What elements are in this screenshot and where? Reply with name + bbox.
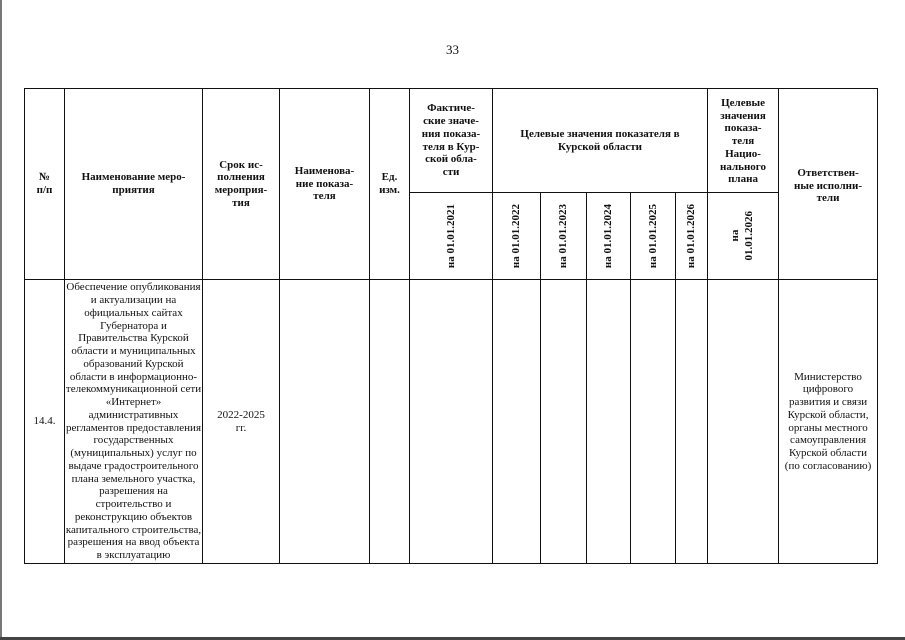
header-date-2022: на 01.01.2022 <box>493 193 541 280</box>
header-date-2023: на 01.01.2023 <box>541 193 587 280</box>
header-term: Срок ис- полнения мероприя- тия <box>203 89 280 280</box>
row-responsible: Министерство цифрового развития и связи Курской области, органы местного самоуправления Курской области (по согласованию) <box>779 280 878 564</box>
scan-edge <box>0 0 2 640</box>
header-responsible: Ответствен- ные исполни- тели <box>779 89 878 280</box>
row-target-2025 <box>631 280 676 564</box>
row-unit <box>370 280 410 564</box>
row-indicator-name <box>280 280 370 564</box>
header-date-2025: на 01.01.2025 <box>631 193 676 280</box>
header-date-national: на 01.01.2026 <box>708 193 779 280</box>
row-target-national <box>708 280 779 564</box>
header-target-national: Целевые значения показа- теля Нацио- нального плана <box>708 89 779 193</box>
header-date-2026: на 01.01.2026 <box>676 193 708 280</box>
row-target-2022 <box>493 280 541 564</box>
row-target-2024 <box>587 280 631 564</box>
header-num: № п/п <box>25 89 65 280</box>
header-date-actual: на 01.01.2021 <box>410 193 493 280</box>
table-row <box>25 280 878 564</box>
row-target-2023 <box>541 280 587 564</box>
header-date-2024: на 01.01.2024 <box>587 193 631 280</box>
row-num: 14.4. <box>25 280 65 564</box>
header-indicator-name: Наименова- ние показа- теля <box>280 89 370 280</box>
header-unit: Ед. изм. <box>370 89 410 280</box>
page-number: 33 <box>446 42 459 57</box>
row-term: 2022-2025 гг. <box>203 280 280 564</box>
row-target-2026 <box>676 280 708 564</box>
header-target-kursk: Целевые значения показателя в Курской области <box>493 89 708 193</box>
row-actual-value <box>410 280 493 564</box>
row-event: Обеспечение опубликования и актуализации на официальных сайтах Губернатора и Правительства Курской области и муниципальных образований Курской области в информационно-телекоммуникационной сети «Интернет» административных регламентов предоставления государственных (муниципальных) услуг по выдаче градостроительного плана земельного участка, разрешения на строительство и реконструкцию объектов капитального строительства, разрешения на ввод объекта в эксплуатацию <box>65 280 203 564</box>
indicators-table <box>24 88 878 564</box>
header-event-name: Наименование меро- приятия <box>65 89 203 280</box>
header-actual-values: Фактиче- ские значе- ния показа- теля в Кур- ской обла- сти <box>410 89 493 193</box>
